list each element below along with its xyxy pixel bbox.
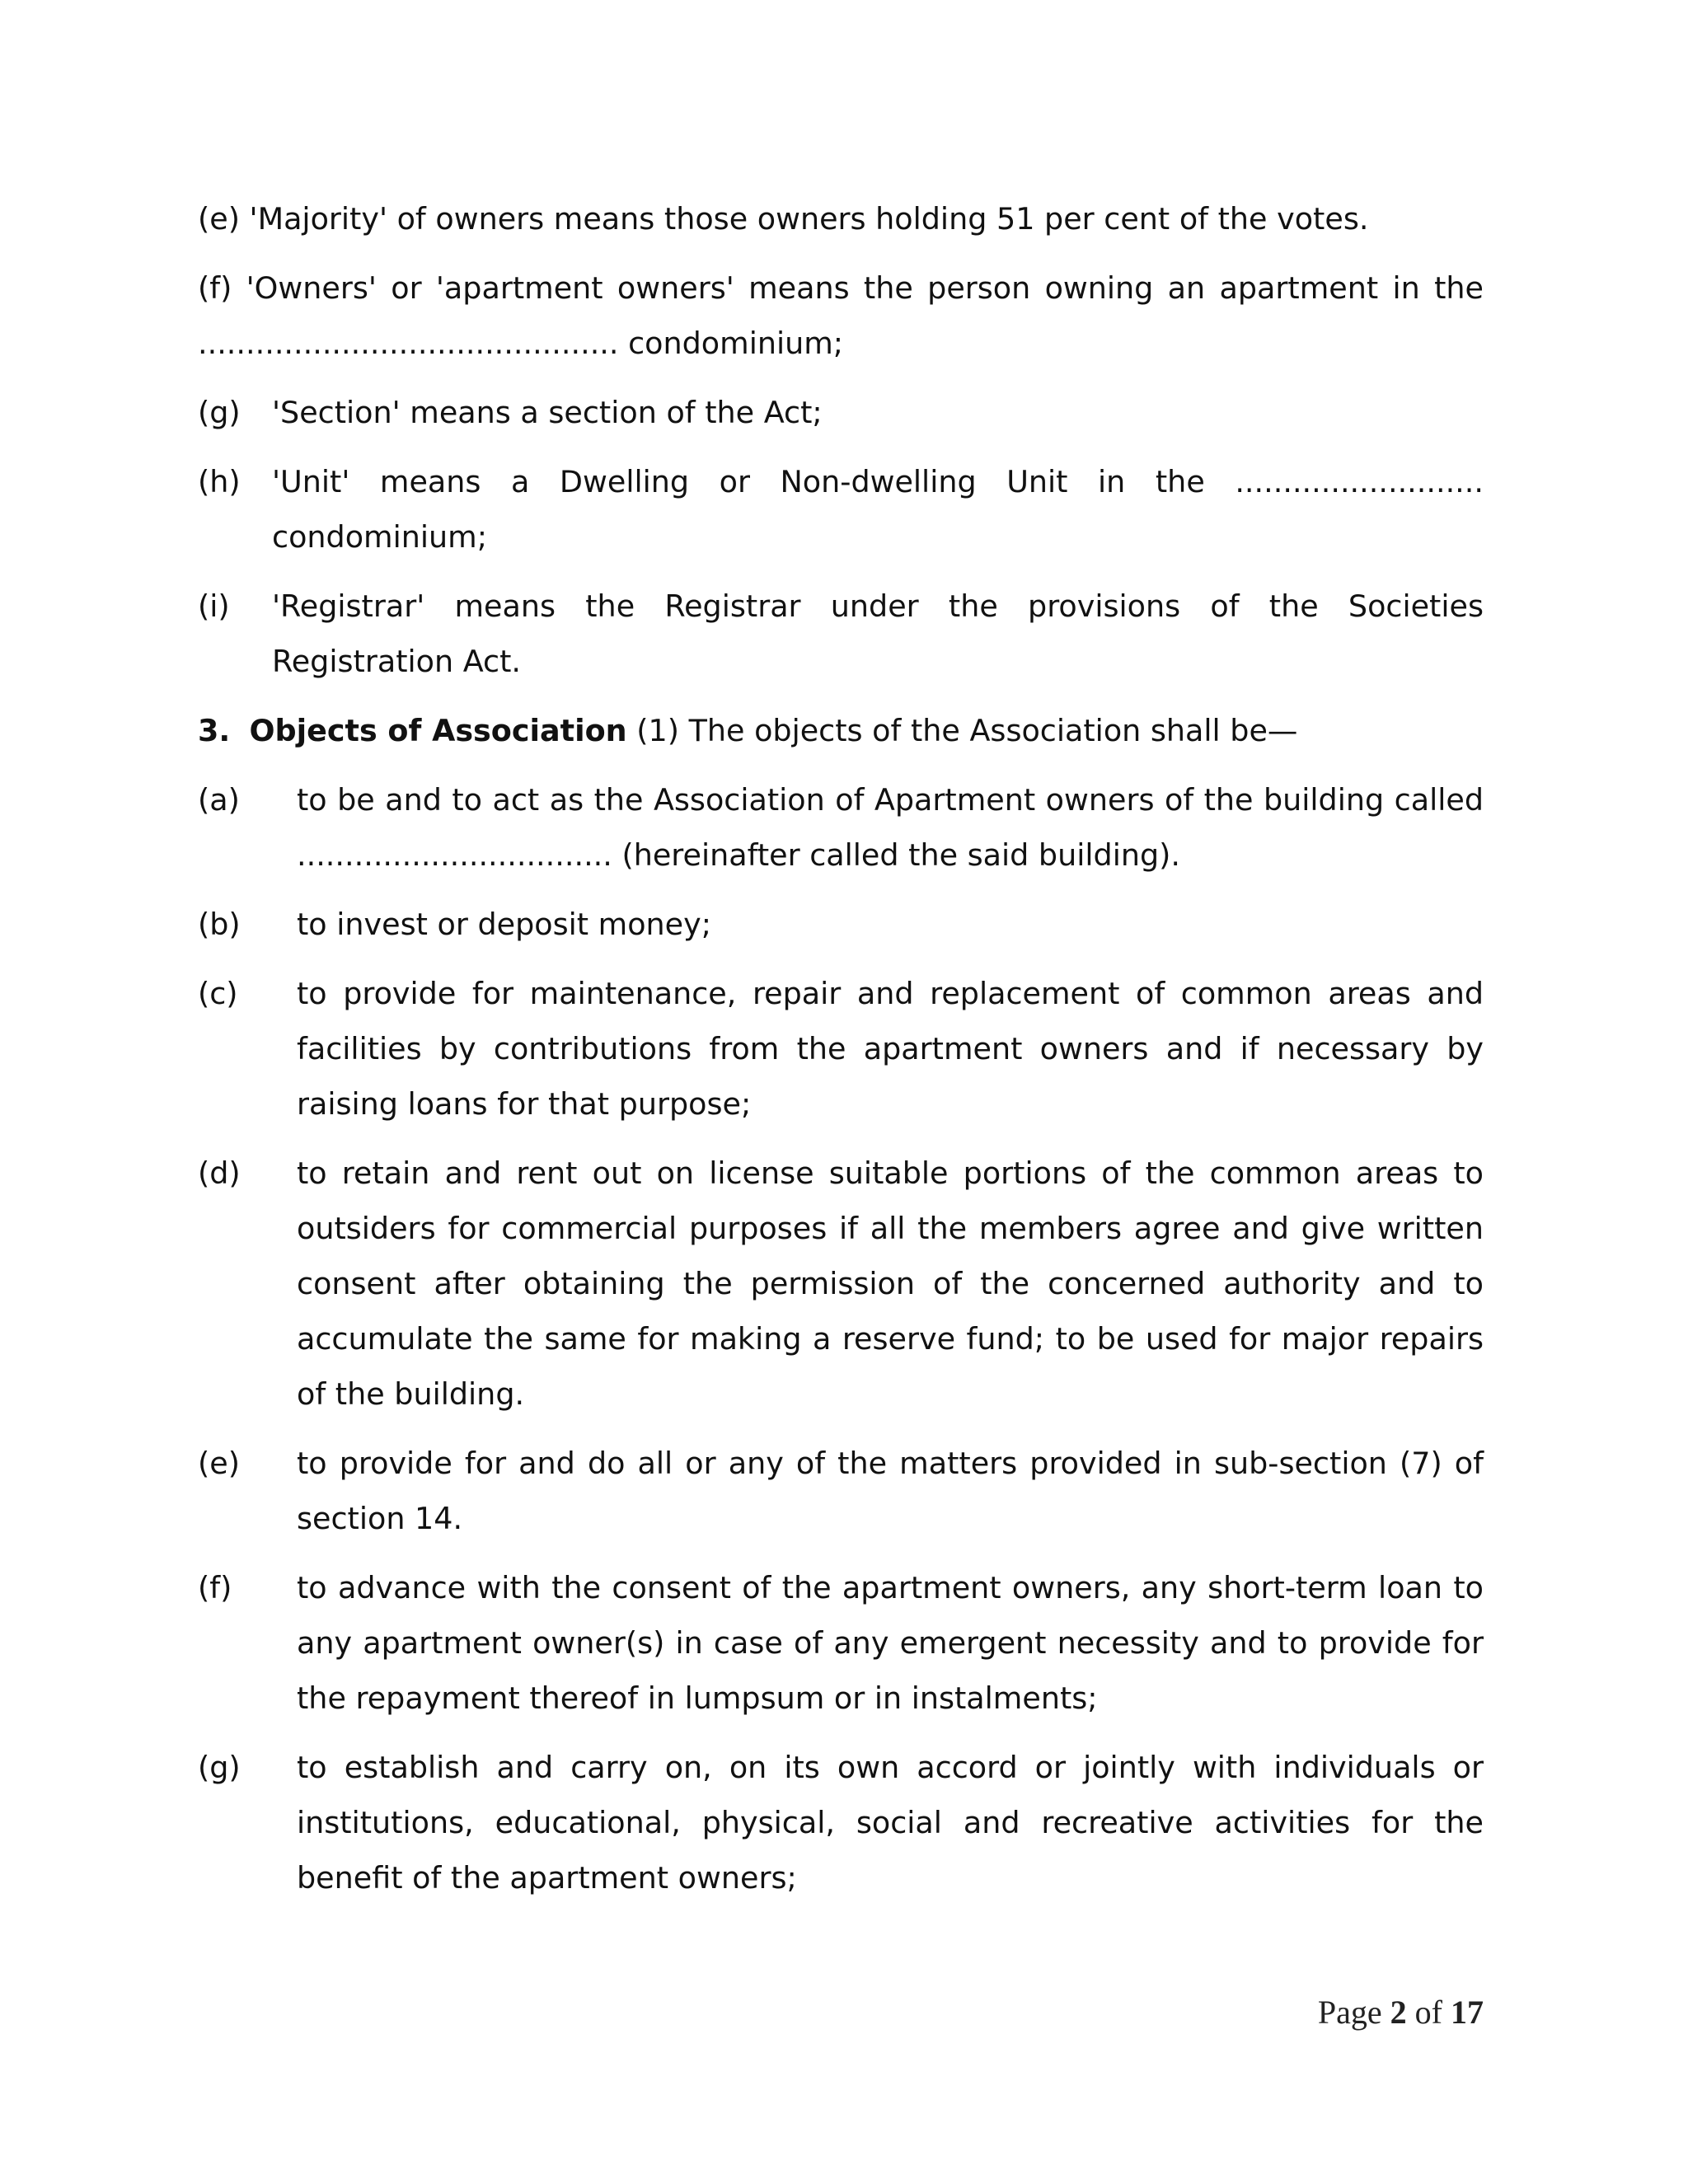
definition-label: (i) bbox=[198, 588, 230, 624]
definition-text: 'Registrar' means the Registrar under the provisions of the Societies Registration Act. bbox=[272, 588, 1484, 679]
total-pages: 17 bbox=[1451, 1994, 1484, 2031]
object-label: (a) bbox=[198, 782, 240, 818]
object-d bbox=[198, 1146, 1484, 1422]
definition-text: 'Section' means a section of the Act; bbox=[272, 395, 823, 430]
definition-label: (g) bbox=[198, 395, 241, 430]
object-c bbox=[198, 966, 1484, 1132]
section-intro: (1) The objects of the Association shall be— bbox=[636, 713, 1298, 748]
object-label: (d) bbox=[198, 1155, 241, 1191]
section-title: Objects of Association bbox=[249, 713, 627, 748]
section-number: 3. bbox=[198, 713, 231, 748]
definition-label: (h) bbox=[198, 464, 241, 499]
object-text: to retain and rent out on license suitable portions of the common areas to outsiders for commercial purposes if all the members agree and give written consent after obtaining the permission of the concerned authority and to accumulate the same for making a reserve fund; to be used for major repairs of the building. bbox=[297, 1155, 1484, 1412]
object-text: to invest or deposit money; bbox=[297, 907, 712, 942]
object-label: (c) bbox=[198, 976, 238, 1011]
object-g bbox=[198, 1740, 1484, 1905]
object-f bbox=[198, 1560, 1484, 1726]
object-text: to provide for maintenance, repair and replacement of common areas and facilities by contributions from the apartment owners and if necessary by raising loans for that purpose; bbox=[297, 976, 1484, 1122]
definition-text: 'Unit' means a Dwelling or Non-dwelling Unit in the .......................... condominium; bbox=[272, 464, 1484, 555]
page-number-footer bbox=[1318, 1993, 1484, 2032]
object-b bbox=[198, 897, 1484, 952]
definition-i bbox=[198, 579, 1484, 689]
object-label: (g) bbox=[198, 1750, 241, 1785]
page-content bbox=[198, 191, 1484, 1919]
object-label: (f) bbox=[198, 1570, 232, 1605]
object-text: to be and to act as the Association of Apartment owners of the building called ................................. (hereinafter called the said building). bbox=[297, 782, 1484, 873]
definition-f: (f) 'Owners' or 'apartment owners' means the person owning an apartment in the ............................................ condominium; bbox=[198, 270, 1484, 361]
object-text: to provide for and do all or any of the matters provided in sub-section (7) of section 14. bbox=[297, 1446, 1484, 1536]
definition-e: (e) 'Majority' of owners means those owners holding 51 per cent of the votes. bbox=[198, 201, 1369, 237]
object-e bbox=[198, 1436, 1484, 1546]
page-prefix: Page bbox=[1317, 1994, 1382, 2031]
current-page: 2 bbox=[1390, 1994, 1407, 2031]
definition-g bbox=[198, 385, 1484, 440]
object-label: (e) bbox=[198, 1446, 240, 1481]
object-text: to advance with the consent of the apartment owners, any short-term loan to any apartment owner(s) in case of any emergent necessity and to provide for the repayment thereof in lumpsum or in instalments; bbox=[297, 1570, 1484, 1716]
object-a bbox=[198, 772, 1484, 883]
definition-h bbox=[198, 454, 1484, 565]
page-separator: of bbox=[1414, 1994, 1442, 2031]
section-3-heading bbox=[198, 703, 1484, 758]
object-label: (b) bbox=[198, 907, 241, 942]
object-text: to establish and carry on, on its own accord or jointly with individuals or institutions, educational, physical, social and recreative activities for the benefit of the apartment owners; bbox=[297, 1750, 1484, 1896]
